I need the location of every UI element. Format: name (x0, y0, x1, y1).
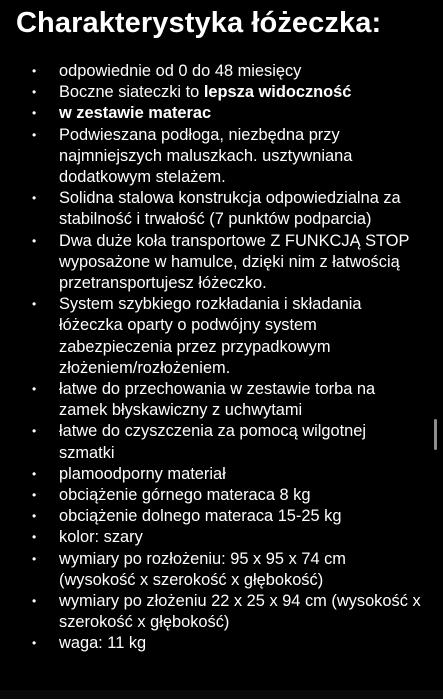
bullet-icon: • (32, 382, 37, 397)
feature-item (0, 188, 443, 230)
bullet-icon: • (32, 106, 37, 121)
bullet-icon: • (32, 530, 37, 545)
feature-list (0, 61, 443, 655)
feature-text: obciążenie dolnego materaca 15-25 kg (59, 507, 342, 526)
bullet-icon: • (32, 488, 37, 503)
feature-text: łatwe do przechowania w zestawie torba na zamek błyskawiczny z uchwytami (59, 380, 376, 420)
feature-item (0, 527, 443, 548)
bottom-strip (0, 690, 443, 699)
feature-item (0, 125, 443, 189)
feature-text: obciążenie górnego materaca 8 kg (59, 486, 311, 505)
feature-item (0, 379, 443, 421)
feature-item (0, 591, 443, 633)
feature-item (0, 421, 443, 463)
bullet-icon: • (32, 127, 37, 142)
bullet-icon: • (32, 297, 37, 312)
bullet-icon: • (32, 594, 37, 609)
feature-text-bold: lepsza widoczność (203, 83, 352, 102)
scrollbar-thumb[interactable] (434, 419, 437, 450)
feature-text: wymiary po złożeniu 22 x 25 x 94 cm (wysokość x szerokość x głębokość) (59, 592, 421, 632)
bullet-icon: • (32, 551, 37, 566)
bullet-icon: • (32, 191, 37, 206)
feature-item (0, 506, 443, 527)
feature-text: Solidna stalowa konstrukcja odpowiedzialna za stabilność i trwałość (7 punktów podparcia) (59, 189, 401, 229)
feature-item (0, 633, 443, 654)
feature-text: odpowiednie od 0 do 48 miesięcy (59, 62, 302, 80)
feature-text: waga: 11 kg (59, 634, 147, 653)
feature-text: kolor: szary (59, 528, 143, 547)
feature-item (0, 231, 443, 295)
feature-item (0, 485, 443, 506)
feature-text: wymiary po rozłożeniu: 95 x 95 x 74 cm (wysokość x szerokość x głębokość) (59, 549, 346, 589)
bullet-icon: • (32, 85, 37, 100)
feature-item (0, 294, 443, 379)
bullet-icon: • (32, 466, 37, 481)
feature-text: Boczne siateczki to (59, 83, 204, 102)
feature-text: System szybkiego rozkładania i składania łóżeczka oparty o podwójny system zabezpieczenia przez przypadkowym złożeniem/rozłożeniem. (59, 295, 362, 377)
page-title: Charakterystyka łóżeczka: (16, 7, 382, 39)
feature-text-bold: w zestawie materac (59, 104, 212, 123)
bullet-icon: • (32, 424, 37, 439)
feature-item (0, 82, 443, 103)
feature-text: plamoodporny materiał (59, 464, 226, 483)
feature-text: Podwieszana podłoga, niezbędna przy najmniejszych maluszkach. usztywniana dodatkowym stelażem. (59, 125, 353, 187)
feature-item (0, 549, 443, 591)
feature-item (0, 103, 443, 124)
bullet-icon: • (32, 64, 37, 78)
feature-text: Dwa duże koła transportowe Z FUNKCJĄ STOP wyposażone w hamulce, dzięki nim z łatwością przetransportujesz łóżeczko. (59, 231, 410, 293)
bullet-icon: • (32, 233, 37, 248)
bullet-icon: • (32, 509, 37, 524)
bullet-icon: • (32, 636, 37, 651)
feature-item (0, 464, 443, 485)
feature-text: łatwe do czyszczenia za pomocą wilgotnej szmatki (59, 422, 367, 462)
feature-item (0, 61, 443, 82)
